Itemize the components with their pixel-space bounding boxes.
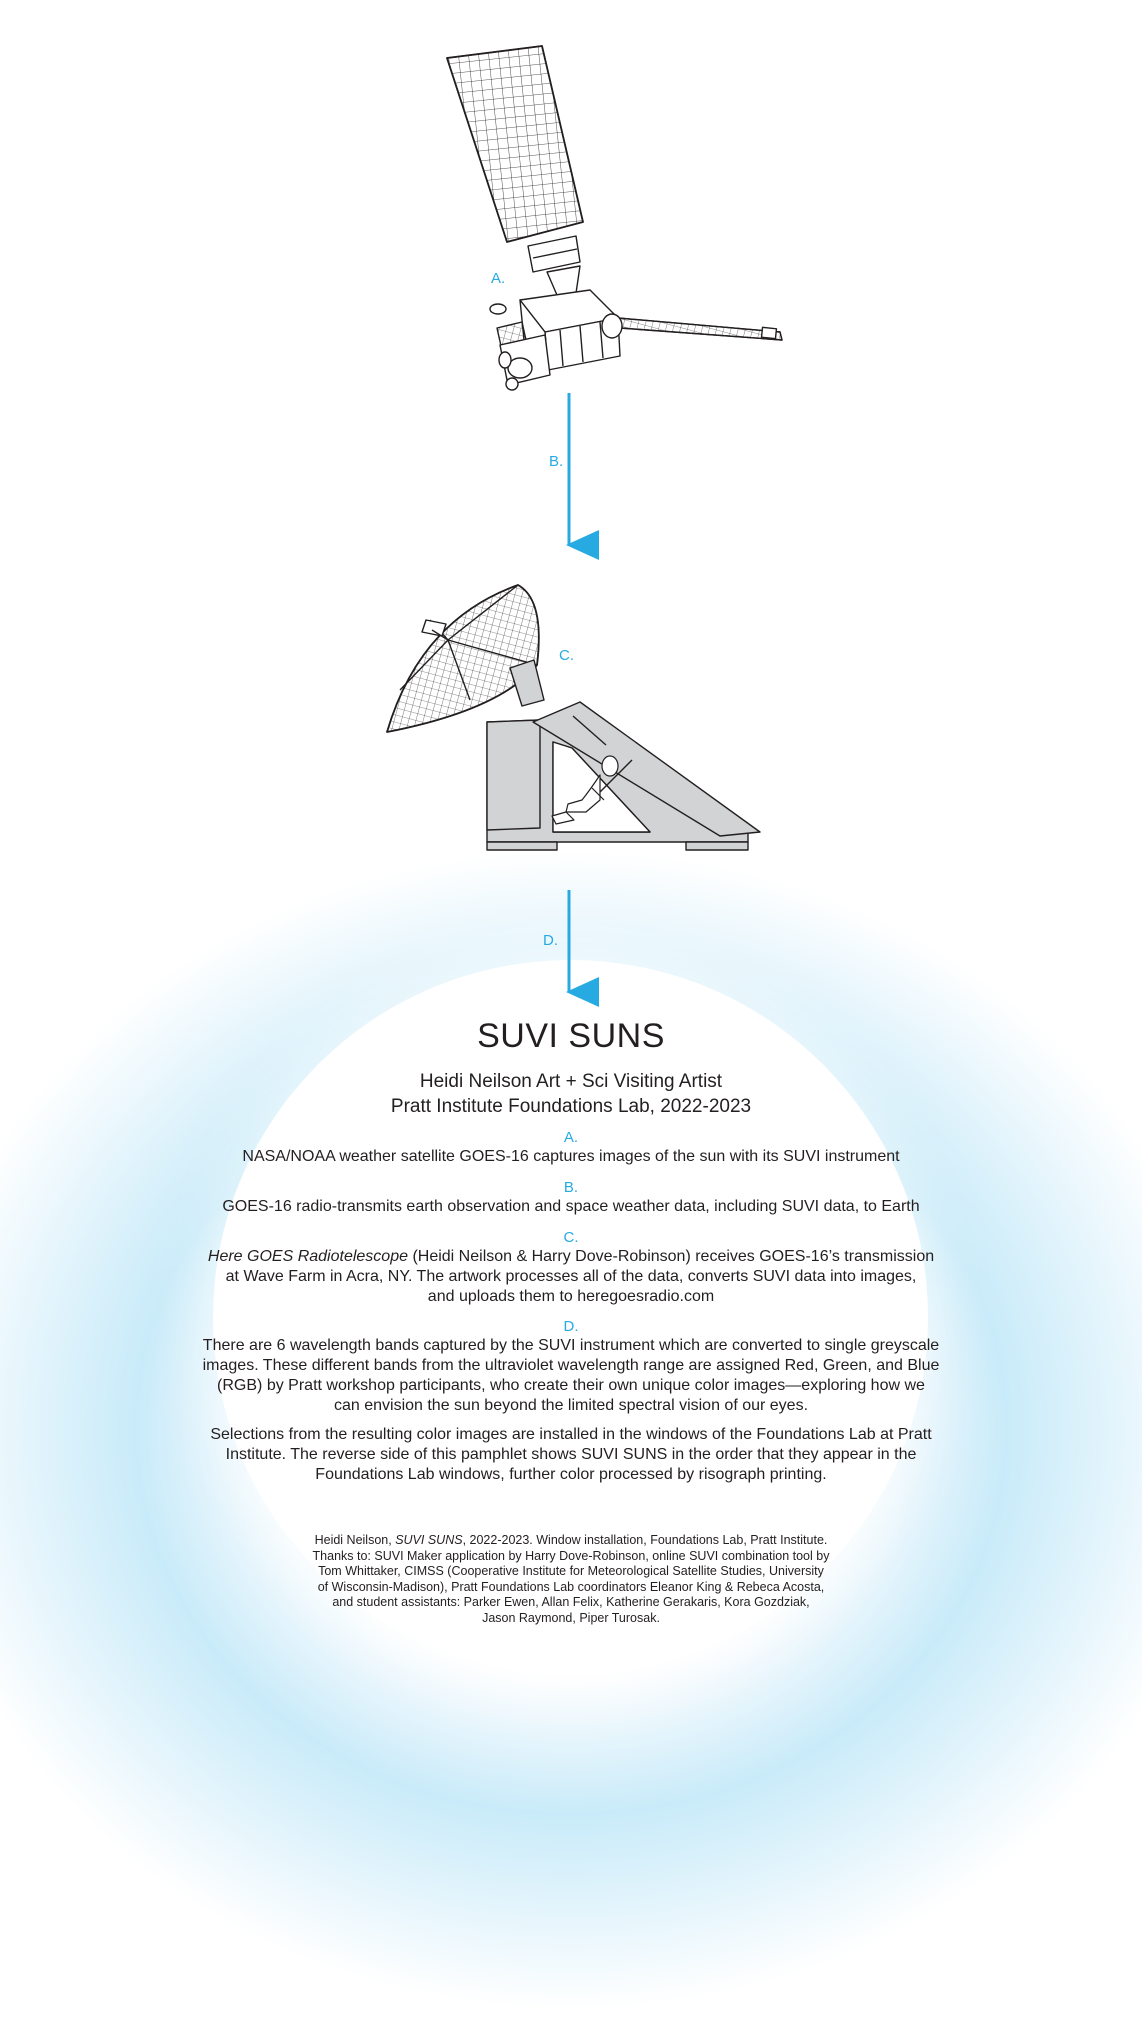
step-c-line-2: at Wave Farm in Acra, NY. The artwork processes all of the data, converts SUVI data into images, <box>225 1268 917 1285</box>
label-a: A. <box>491 270 506 287</box>
step-d-line-2: images. These different bands from the ultraviolet wavelength range are assigned Red, Green, and Blue <box>202 1357 940 1374</box>
step-d <box>130 1317 1012 1416</box>
step-a-text: NASA/NOAA weather satellite GOES-16 captures images of the sun with its SUVI instrument <box>242 1148 900 1165</box>
subtitle-line-1: Heidi Neilson Art + Sci Visiting Artist <box>419 1071 723 1092</box>
step-d-line-3: (RGB) by Pratt workshop participants, who create their own unique color images—exploring how we <box>217 1377 925 1394</box>
step-c-line-1-rest: (Heidi Neilson & Harry Dove-Robinson) receives GOES-16’s transmission <box>408 1248 935 1265</box>
step-d-line-1: There are 6 wavelength bands captured by the SUVI instrument which are converted to single greyscale <box>202 1337 940 1354</box>
step-a <box>130 1128 1012 1167</box>
step-b-text: GOES-16 radio-transmits earth observation and space weather data, including SUVI data, to Earth <box>222 1198 920 1215</box>
credits <box>130 1533 1012 1626</box>
subtitle <box>130 1069 1012 1119</box>
selections-line-1: Selections from the resulting color images are installed in the windows of the Foundations Lab at Pratt <box>210 1426 932 1443</box>
credits-line-3: Tom Whittaker, CIMSS (Cooperative Institute for Meteorological Satellite Studies, University <box>318 1564 824 1578</box>
label-c: C. <box>559 647 574 664</box>
step-d-letter: D. <box>563 1318 579 1335</box>
credits-work-title: SUVI SUNS <box>395 1533 463 1547</box>
page-title: SUVI SUNS <box>477 1017 665 1055</box>
credits-line-4: of Wisconsin-Madison), Pratt Foundations Lab coordinators Eleanor King & Rebeca Acosta, <box>317 1579 825 1594</box>
credits-line-2: Thanks to: SUVI Maker application by Harry Dove-Robinson, online SUVI combination tool by <box>312 1548 830 1563</box>
radiotelescope-illustration <box>387 585 760 850</box>
subtitle-line-2: Pratt Institute Foundations Lab, 2022-2023 <box>390 1096 752 1117</box>
step-b-letter: B. <box>563 1179 579 1196</box>
selections-line-2: Institute. The reverse side of this pamphlet shows SUVI SUNS in the order that they appear in the <box>225 1446 917 1463</box>
selections-line-3: Foundations Lab windows, further color processed by risograph printing. <box>315 1466 827 1483</box>
credits-artist: Heidi Neilson, <box>314 1533 396 1547</box>
selections-paragraph <box>130 1425 1012 1485</box>
label-d: D. <box>543 932 558 949</box>
artwork-title: Here GOES Radiotelescope <box>207 1248 408 1265</box>
step-c-line-1 <box>130 1247 1012 1267</box>
label-b: B. <box>549 453 564 470</box>
step-c-line-3: and uploads them to heregoesradio.com <box>427 1288 715 1305</box>
step-b <box>130 1178 1012 1217</box>
credits-line-1 <box>130 1533 1012 1549</box>
credits-line-5: and student assistants: Parker Ewen, Allan Felix, Katherine Gerakaris, Kora Gozdziak, <box>332 1595 810 1609</box>
step-d-line-4: can envision the sun beyond the limited spectral vision of our eyes. <box>333 1397 809 1414</box>
step-a-letter: A. <box>563 1129 579 1146</box>
credits-work-details: , 2022-2023. Window installation, Foundations Lab, Pratt Institute. <box>462 1533 828 1547</box>
credits-line-6: Jason Raymond, Piper Turosak. <box>482 1610 660 1625</box>
step-c-letter: C. <box>563 1229 579 1246</box>
step-c <box>130 1228 1012 1307</box>
satellite-illustration <box>447 46 782 390</box>
